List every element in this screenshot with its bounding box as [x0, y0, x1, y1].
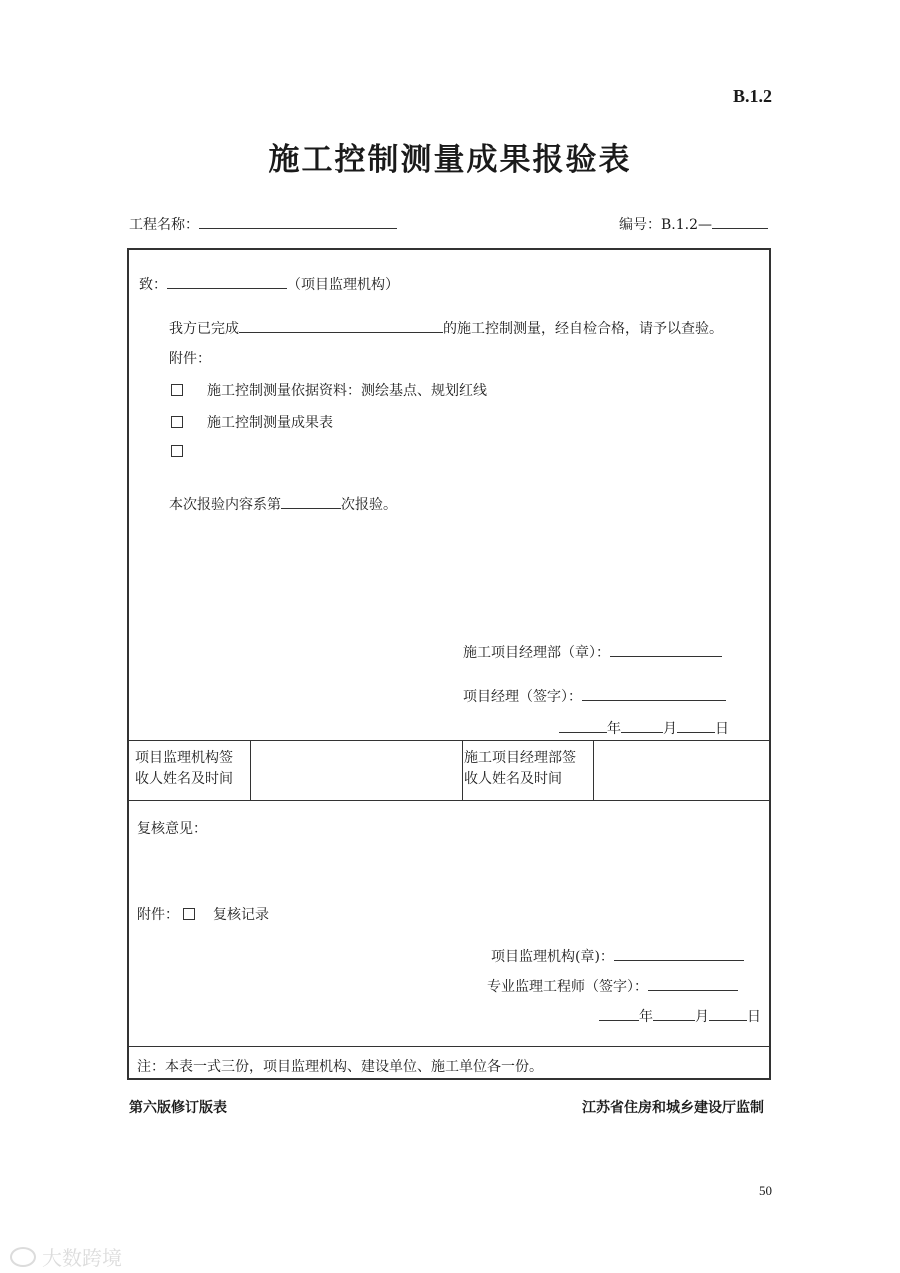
serial-number-label: 编号：B.1.2—	[618, 217, 712, 233]
attachment-item-label: 施工控制测量依据资料：测绘基点、规划红线	[207, 383, 487, 399]
watermark-text: 大数跨境	[42, 1246, 122, 1270]
divider	[129, 1046, 769, 1047]
contractor-receiver-label-line2: 收人姓名及时间	[464, 771, 562, 787]
review-opinion-label: 复核意见：	[137, 821, 207, 837]
review-attachment-label: 附件：	[137, 907, 179, 923]
supervision-receiver-label	[135, 748, 233, 790]
review-attachment-item: 复核记录	[213, 907, 269, 923]
watermark-logo-icon	[10, 1247, 36, 1267]
review-attachment-line	[137, 904, 269, 924]
month-label: 月	[663, 721, 677, 737]
statement-line	[169, 318, 723, 338]
day-blank[interactable]	[709, 1006, 747, 1021]
supervision-receiver-label-line2: 收人姓名及时间	[135, 771, 233, 787]
manager-sign-blank[interactable]	[582, 686, 726, 701]
supervision-seal-blank[interactable]	[614, 946, 744, 961]
addressee-blank[interactable]	[167, 274, 287, 289]
supervision-seal-label: 项目监理机构(章)：	[491, 949, 614, 965]
contractor-receiver-cell[interactable]	[594, 741, 769, 800]
project-name-label: 工程名称：	[129, 217, 199, 233]
checkbox[interactable]	[171, 384, 183, 396]
addressee-prefix: 致：	[139, 277, 167, 293]
watermark	[10, 1242, 122, 1271]
engineer-sign-blank[interactable]	[648, 976, 738, 991]
year-blank[interactable]	[599, 1006, 639, 1021]
engineer-sign-label: 专业监理工程师（签字）：	[487, 979, 648, 995]
day-label: 日	[747, 1009, 761, 1025]
addressee-line	[139, 274, 399, 294]
attachment-item	[171, 380, 487, 400]
supervision-seal-line	[491, 946, 744, 966]
supervision-receiver-cell[interactable]	[251, 741, 461, 800]
statement-suffix: 的施工控制测量，经自检合格，请予以查验。	[443, 321, 723, 337]
submission-suffix: 次报验。	[341, 497, 397, 513]
day-blank[interactable]	[677, 718, 715, 733]
contractor-receiver-label-line1: 施工项目经理部签	[464, 750, 576, 766]
divider	[129, 800, 769, 801]
application-date	[559, 718, 729, 738]
form-table	[127, 248, 771, 1080]
attachment-item	[171, 412, 333, 432]
authority-label: 江苏省住房和城乡建设厅监制	[582, 1100, 764, 1116]
form-code: B.1.2	[732, 86, 772, 106]
addressee-suffix: （项目监理机构）	[287, 277, 399, 293]
checkbox[interactable]	[171, 445, 183, 457]
page-title: 施工控制测量成果报验表	[268, 142, 632, 178]
project-name-field	[129, 214, 397, 234]
manager-sign-label: 项目经理（签字）：	[463, 689, 582, 705]
project-name-blank[interactable]	[199, 214, 397, 229]
year-label: 年	[639, 1009, 653, 1025]
supervision-receiver-label-line1: 项目监理机构签	[135, 750, 233, 766]
year-label: 年	[607, 721, 621, 737]
review-date	[599, 1006, 761, 1026]
statement-blank[interactable]	[239, 318, 443, 333]
month-blank[interactable]	[653, 1006, 695, 1021]
manager-sign-line	[463, 686, 726, 706]
submission-prefix: 本次报验内容系第	[169, 497, 281, 513]
checkbox[interactable]	[171, 416, 183, 428]
contractor-seal-line	[463, 642, 722, 662]
attachments-label: 附件：	[169, 351, 211, 367]
submission-count-line	[169, 494, 397, 514]
submission-count-blank[interactable]	[281, 494, 341, 509]
attachment-item	[171, 444, 207, 460]
divider	[462, 740, 463, 800]
day-label: 日	[715, 721, 729, 737]
statement-prefix: 我方已完成	[169, 321, 239, 337]
attachment-item-label: 施工控制测量成果表	[207, 415, 333, 431]
edition-label: 第六版修订版表	[129, 1100, 227, 1116]
month-label: 月	[695, 1009, 709, 1025]
page-number: 50	[759, 1183, 772, 1198]
checkbox[interactable]	[183, 908, 195, 920]
serial-number-blank[interactable]	[712, 214, 768, 229]
note: 注：本表一式三份，项目监理机构、建设单位、施工单位各一份。	[137, 1059, 543, 1075]
contractor-seal-blank[interactable]	[610, 642, 722, 657]
serial-number-field	[619, 214, 768, 234]
engineer-sign-line	[487, 976, 738, 996]
contractor-receiver-label	[464, 748, 576, 790]
contractor-seal-label: 施工项目经理部（章）：	[463, 645, 610, 661]
year-blank[interactable]	[559, 718, 607, 733]
month-blank[interactable]	[621, 718, 663, 733]
